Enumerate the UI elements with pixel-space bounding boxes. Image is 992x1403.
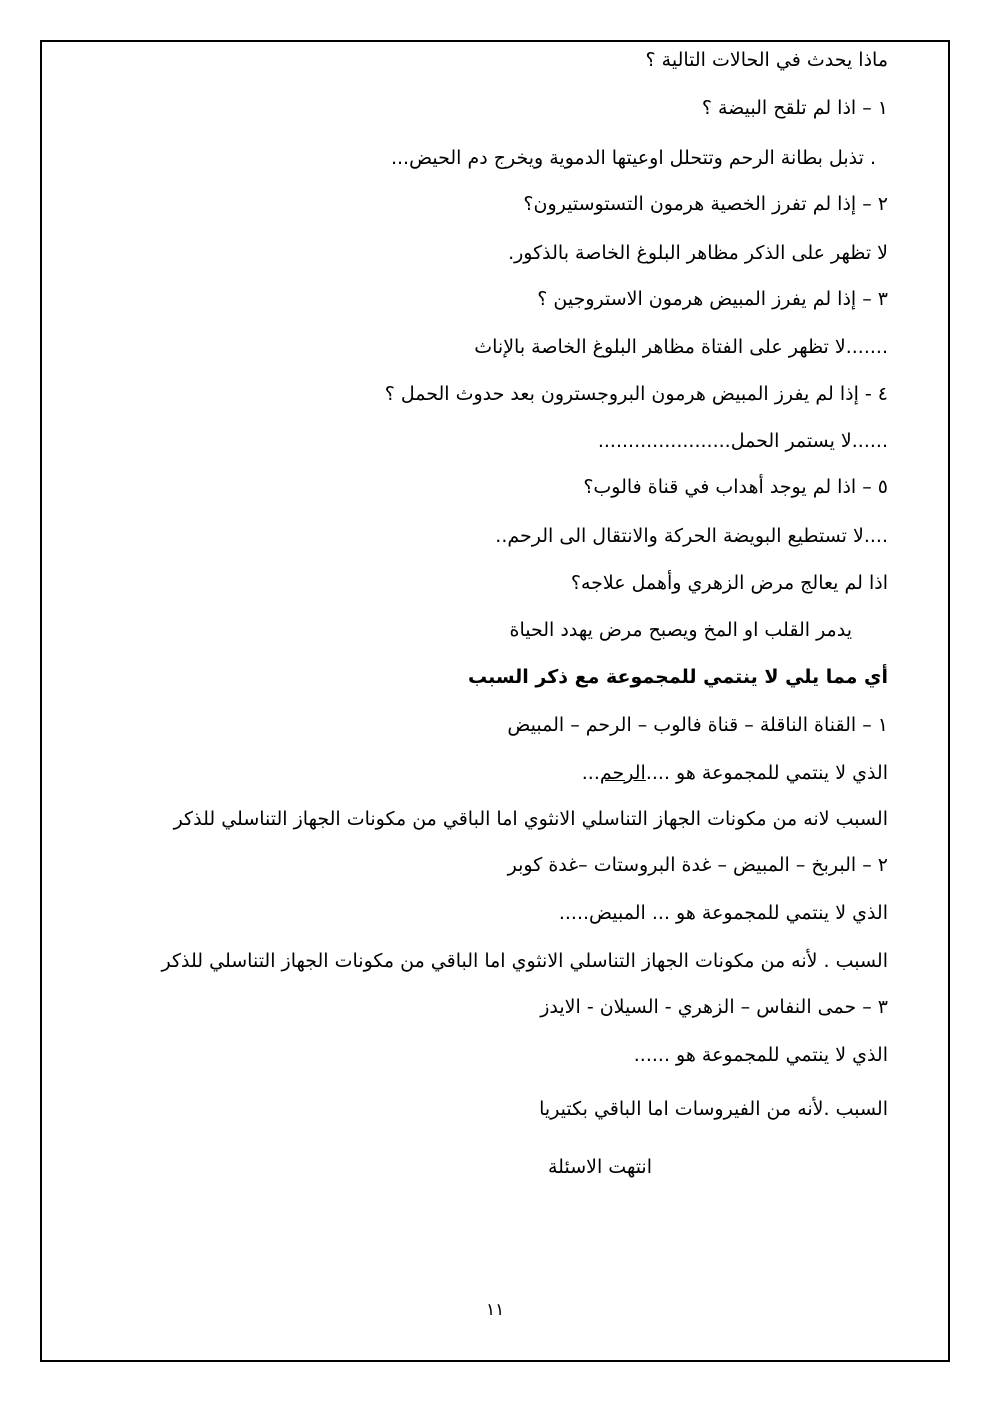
answer-3: .......لا تظهر على الفتاة مظاهر البلوغ الخاصة بالإناث: [474, 336, 888, 358]
group-2-answer: الذي لا ينتمي للمجموعة هو ... المبيض.....: [558, 902, 888, 924]
answer-6: يدمر القلب او المخ ويصبح مرض يهدد الحياة: [509, 619, 852, 641]
group-2: ٢ – البربخ – المبيض – غدة البروستات –غدة كوبر: [507, 854, 888, 876]
group-3: ٣ – حمى النفاس – الزهري - السيلان - الايدز: [540, 996, 888, 1018]
question-2: ٢ – إذا لم تفرز الخصية هرمون التستوستيرون؟: [523, 193, 888, 215]
end-of-questions: انتهت الاسئلة: [548, 1156, 652, 1178]
question-3: ٣ – إذا لم يفرز المبيض هرمون الاستروجين ؟: [537, 288, 888, 310]
question-4: ٤ - إذا لم يفرز المبيض هرمون البروجسترون بعد حدوث الحمل ؟: [384, 383, 888, 405]
question-5: ٥ – اذا لم يوجد أهداب في قناة فالوب؟: [583, 476, 888, 498]
answer-underlined: الرحم: [599, 762, 646, 784]
group-3-answer: الذي لا ينتمي للمجموعة هو ......: [633, 1044, 888, 1066]
question-1: ١ – اذا لم تلقح البيضة ؟: [701, 97, 888, 119]
answer-5: ....لا تستطيع البويضة الحركة والانتقال الى الرحم..: [495, 525, 888, 547]
answer-4: ......لا يستمر الحمل......................: [597, 430, 888, 452]
group-2-reason: السبب . لأنه من مكونات الجهاز التناسلي الانثوي اما الباقي من مكونات الجهاز التناسلي للذكر: [161, 950, 888, 972]
answer-prefix: الذي لا ينتمي للمجموعة هو ....: [645, 762, 888, 784]
group-1-reason: السبب لانه من مكونات الجهاز التناسلي الانثوي اما الباقي من مكونات الجهاز التناسلي للذكر: [173, 808, 888, 830]
section-heading: أي مما يلي لا ينتمي للمجموعة مع ذكر السبب: [467, 666, 888, 688]
answer-1: . تذبل بطانة الرحم وتتحلل اوعيتها الدموية ويخرج دم الحيض...: [390, 147, 876, 169]
question-heading: ماذا يحدث في الحالات التالية ؟: [645, 49, 888, 71]
question-6: اذا لم يعالج مرض الزهري وأهمل علاجه؟: [570, 572, 888, 594]
group-3-reason: السبب .لأنه من الفيروسات اما الباقي بكتيريا: [539, 1098, 888, 1120]
group-1-answer: [582, 760, 888, 786]
answer-suffix: ...: [581, 762, 600, 784]
group-1: ١ – القناة الناقلة – قناة فالوب – الرحم – المبيض: [507, 714, 888, 736]
page-number: ١١: [486, 1300, 505, 1320]
answer-2: لا تظهر على الذكر مظاهر البلوغ الخاصة بالذكور.: [508, 242, 888, 264]
page-border: [40, 40, 950, 1362]
